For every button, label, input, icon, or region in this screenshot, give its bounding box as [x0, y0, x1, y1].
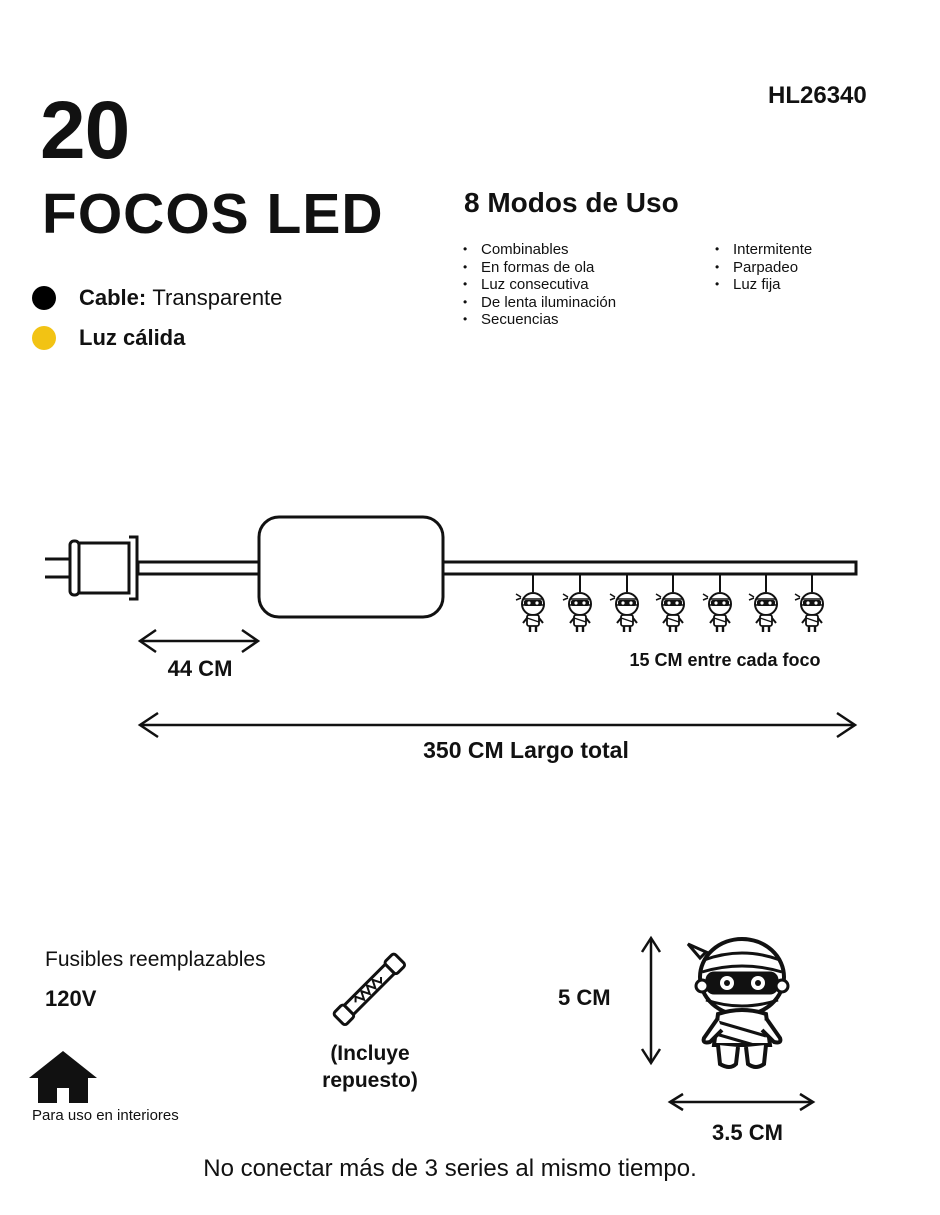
light-label: Luz cálida	[79, 325, 186, 350]
spare-fuse-note	[300, 1040, 440, 1094]
light-color-dot	[32, 326, 56, 350]
mummy-bulb-icon	[563, 574, 591, 632]
mode-item: • Secuencias	[463, 311, 616, 329]
light-cable	[442, 562, 856, 574]
mode-item: • En formas de ola	[463, 259, 616, 277]
mummy-bulb-icon	[656, 574, 684, 632]
plug-icon	[45, 537, 137, 599]
fuse-icon	[322, 942, 417, 1037]
modes-list-right	[715, 241, 812, 294]
mummy-bulb-icon	[795, 574, 823, 632]
lead-length-arrow	[140, 630, 258, 652]
cable-color-dot	[32, 286, 56, 310]
cable-label: Cable:	[79, 285, 147, 310]
cable-feature	[32, 284, 282, 312]
warning-text: No conectar más de 3 series al mismo tiempo.	[203, 1155, 697, 1182]
mode-item: • Parpadeo	[715, 259, 812, 277]
bulb-count: 20	[40, 85, 130, 176]
lead-length-label: 44 CM	[167, 656, 233, 681]
mode-item: • Luz fija	[715, 276, 812, 294]
mode-item: • Combinables	[463, 241, 616, 259]
product-code: HL26340	[768, 82, 867, 109]
string-light-diagram	[0, 500, 940, 780]
modes-list-left	[463, 241, 616, 329]
house-icon	[26, 1048, 100, 1106]
voltage-text: 120V	[45, 986, 97, 1011]
spare-fuse-line: repuesto)	[322, 1069, 418, 1092]
mummy-bulb-icon	[703, 574, 731, 632]
cable-value: Transparente	[152, 285, 283, 310]
page-title: FOCOS LED	[42, 182, 384, 246]
mode-item: • Intermitente	[715, 241, 812, 259]
controller-box-icon	[259, 517, 443, 617]
mode-item: • De lenta iluminación	[463, 294, 616, 312]
mummy-bulb-icon	[610, 574, 638, 632]
lead-cable	[138, 562, 260, 574]
total-length-label: 350 CM Largo total	[423, 737, 629, 763]
mummy-bulb-icon	[516, 574, 544, 632]
mummy-bulb-icon	[688, 939, 788, 1067]
spare-fuse-line: (Incluye	[330, 1042, 410, 1065]
fuses-text: Fusibles reemplazables	[45, 948, 266, 971]
modes-title: 8 Modos de Uso	[464, 187, 679, 218]
bulb-spacing-label: 15 CM entre cada foco	[629, 650, 821, 670]
bulb-row	[516, 574, 823, 632]
bulb-height-label: 5 CM	[558, 985, 611, 1010]
bulb-width-label: 3.5 CM	[712, 1120, 783, 1145]
indoor-text: Para uso en interiores	[32, 1107, 179, 1124]
bulb-size-diagram	[630, 930, 830, 1120]
light-feature	[32, 324, 185, 352]
total-length-arrow	[140, 713, 855, 737]
mummy-bulb-icon	[749, 574, 777, 632]
mode-item: • Luz consecutiva	[463, 276, 616, 294]
